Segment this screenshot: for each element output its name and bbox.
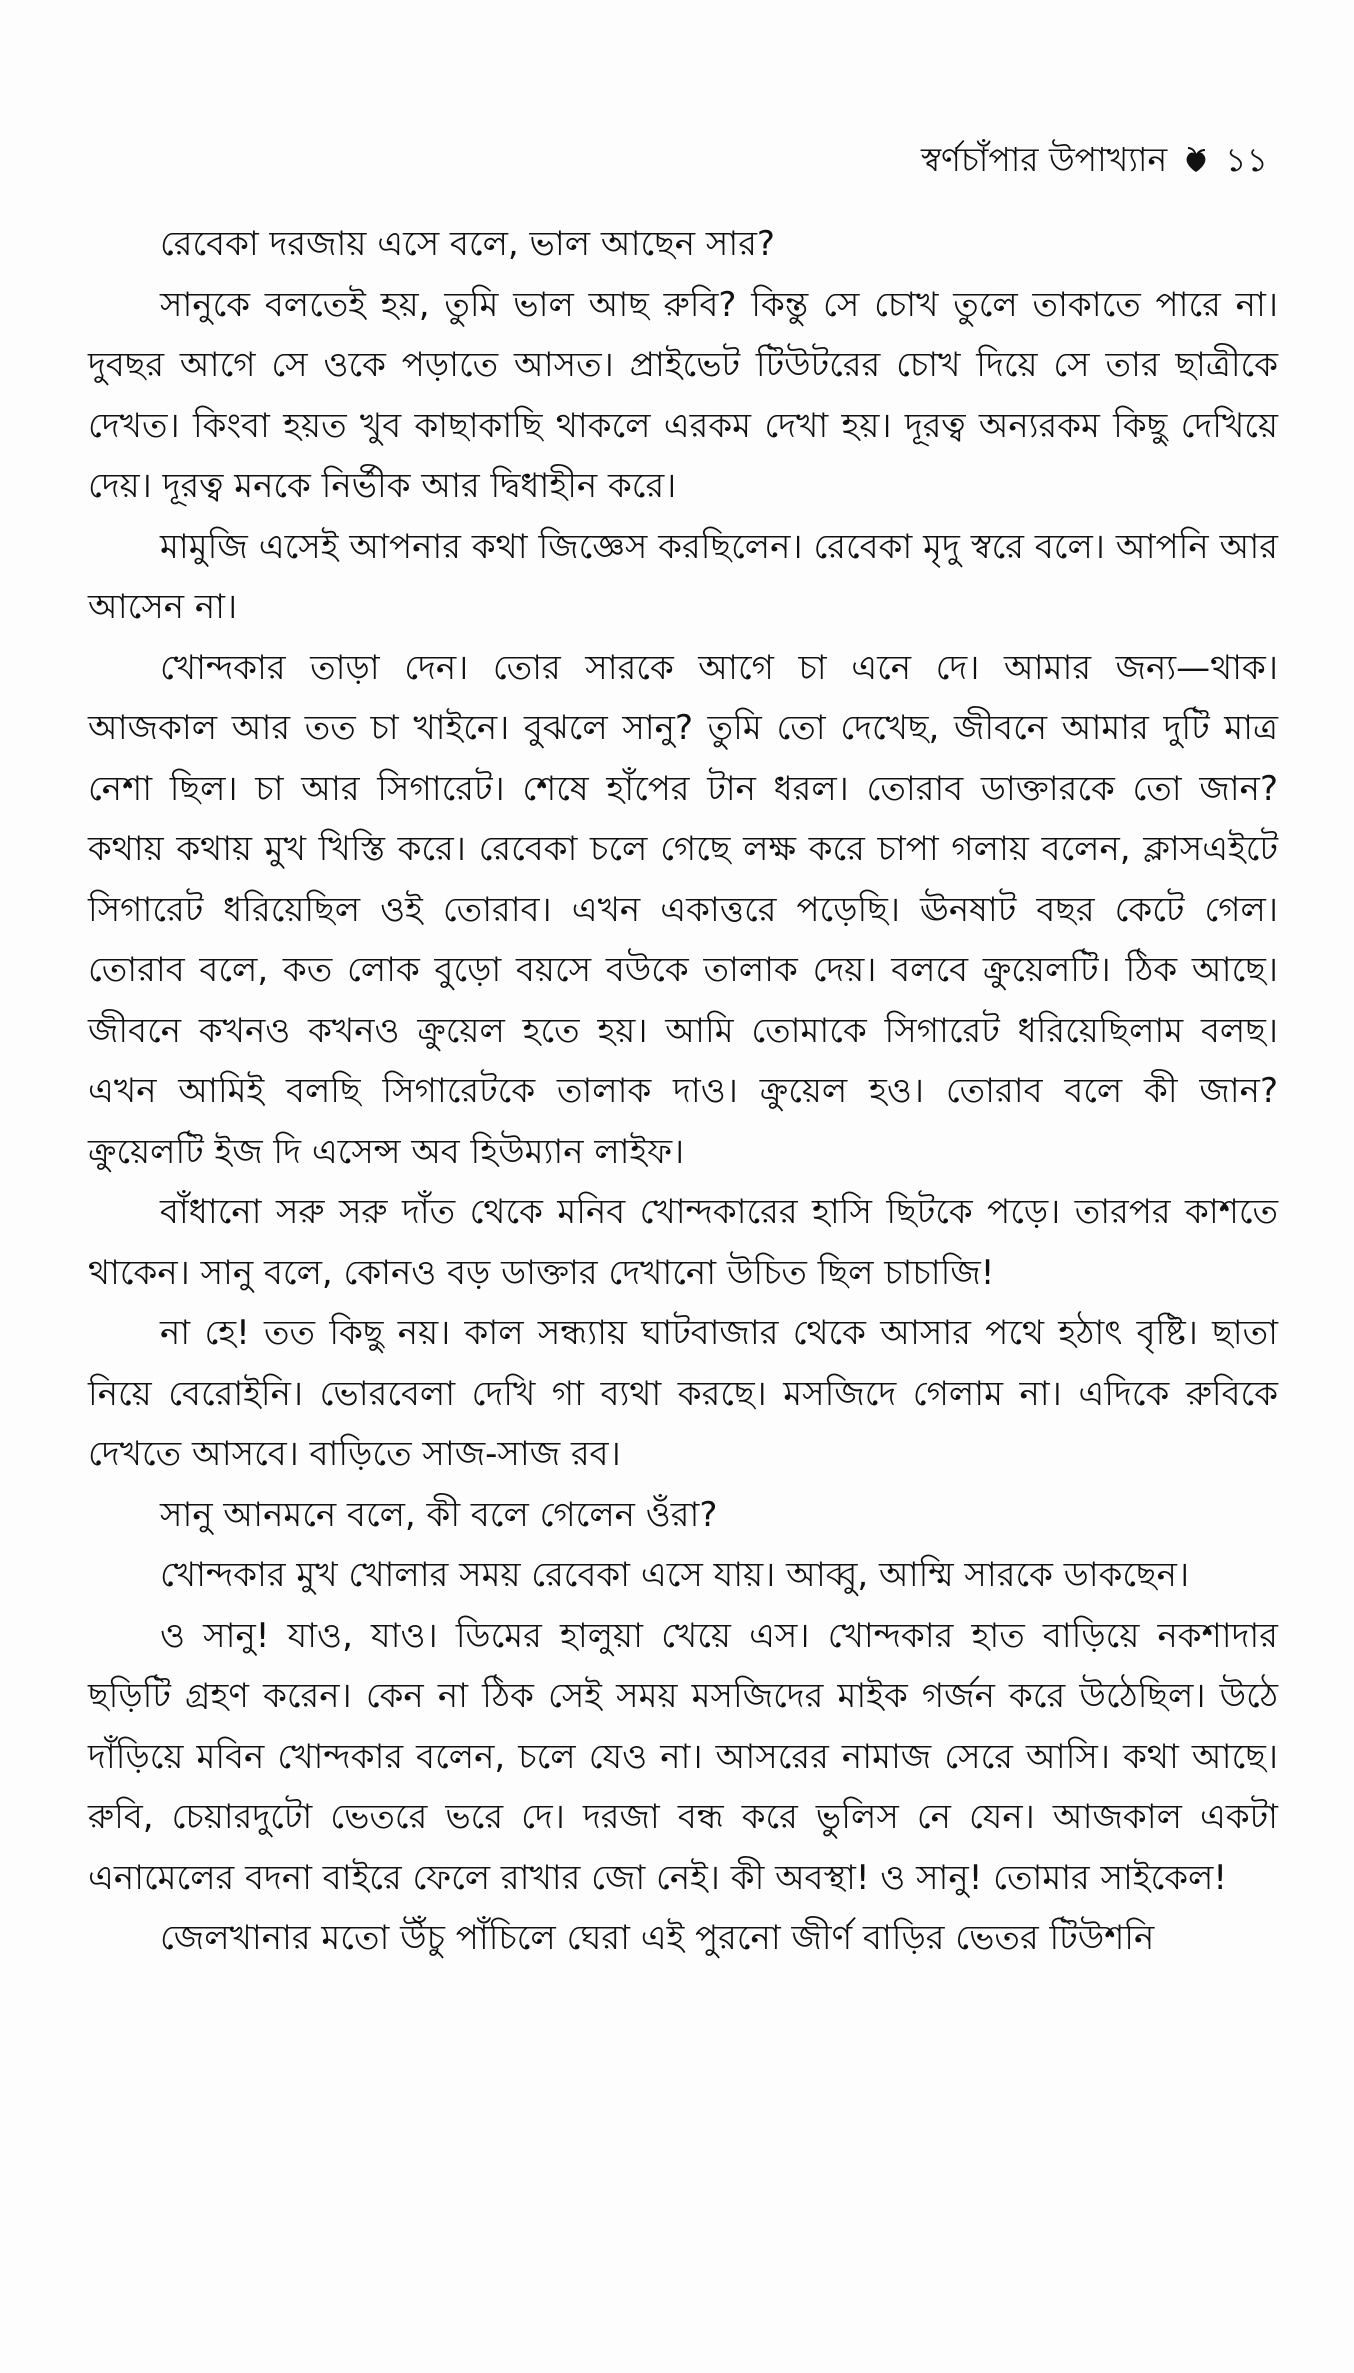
fleuron-icon [1181, 145, 1211, 175]
running-header [921, 140, 1268, 180]
paragraph: না হে! তত কিছু নয়। কাল সন্ধ্যায় ঘাটবাজার থেকে আসার পথে হঠাৎ বৃষ্টি। ছাতা নিয়ে বেরোইনি। ভোরবেলা দেখি গা ব্যথা করছে। মসজিদে গেলাম না। এদিকে রুবিকে দেখতে আসবে। বাড়িতে সাজ-সাজ রব। [88, 1313, 1278, 1474]
paragraph: মামুজি এসেই আপনার কথা জিজ্ঞেস করছিলেন। রেবেকা মৃদু স্বরে বলে। আপনি আর আসেন না। [88, 526, 1278, 627]
paragraph: জেলখানার মতো উঁচু পাঁচিলে ঘেরা এই পুরনো জীর্ণ বাড়ির ভেতর টিউশনি [160, 1918, 1155, 1958]
paragraph: খোন্দকার মুখ খোলার সময় রেবেকা এসে যায়। আব্বু, আম্মি সারকে ডাকছেন। [160, 1555, 1190, 1595]
paragraph: খোন্দকার তাড়া দেন। তোর সারকে আগে চা এনে দে। আমার জন্য—থাক। আজকাল আর তত চা খাইনে। বুঝলে সানু? তুমি তো দেখেছ, জীবনে আমার দুটি মাত্র নেশা ছিল। চা আর সিগারেট। শেষে হাঁপের টান ধরল। তোরাব ডাক্তারকে তো জান? কথায় কথায় মুখ খিস্তি করে। রেবেকা চলে গেছে লক্ষ করে চাপা গলায় বলেন, ক্লাসএইটে সিগারেট ধরিয়েছিল ওই তোরাব। এখন একাত্তরে পড়েছি। ঊনষাট বছর কেটে গেল। তোরাব বলে, কত লোক বুড়ো বয়সে বউকে তালাক দেয়। বলবে ক্রুয়েলটি। ঠিক আছে। জীবনে কখনও কখনও ক্রুয়েল হতে হয়। আমি তোমাকে সিগারেট ধরিয়েছিলাম বলছ। এখন আমিই বলছি সিগারেটকে তালাক দাও। ক্রুয়েল হও। তোরাব বলে কী জান? ক্রুয়েলটি ইজ দি এসেন্স অব হিউম্যান লাইফ। [88, 647, 1278, 1172]
paragraph: সানু আনমনে বলে, কী বলে গেলেন ওঁরা? [160, 1494, 718, 1535]
body-text [88, 214, 1278, 1969]
page-number: ১১ [1225, 140, 1268, 179]
book-title: স্বর্ণচাঁপার উপাখ্যান [920, 140, 1168, 179]
paragraph: রেবেকা দরজায় এসে বলে, ভাল আছেন সার? [160, 224, 775, 264]
paragraph: বাঁধানো সরু সরু দাঁত থেকে মনিব খোন্দকারের হাসি ছিটকে পড়ে। তারপর কাশতে থাকেন। সানু বলে, কোনও বড় ডাক্তার দেখানো উচিত ছিল চাচাজি! [88, 1192, 1278, 1293]
paragraph: সানুকে বলতেই হয়, তুমি ভাল আছ রুবি? কিন্তু সে চোখ তুলে তাকাতে পারে না। দুবছর আগে সে ওকে পড়াতে আসত। প্রাইভেট টিউটরের চোখ দিয়ে সে তার ছাত্রীকে দেখত। কিংবা হয়ত খুব কাছাকাছি থাকলে এরকম দেখা হয়। দূরত্ব অন্যরকম কিছু দেখিয়ে দেয়। দূরত্ব মনকে নির্ভীক আর দ্বিধাহীন করে। [88, 284, 1278, 506]
paragraph: ও সানু! যাও, যাও। ডিমের হালুয়া খেয়ে এস। খোন্দকার হাত বাড়িয়ে নকশাদার ছড়িটি গ্রহণ করেন। কেন না ঠিক সেই সময় মসজিদের মাইক গর্জন করে উঠেছিল। উঠে দাঁড়িয়ে মবিন খোন্দকার বলেন, চলে যেও না। আসরের নামাজ সেরে আসি। কথা আছে। রুবি, চেয়ারদুটো ভেতরে ভরে দে। দরজা বন্ধ করে ভুলিস নে যেন। আজকাল একটা এনামেলের বদনা বাইরে ফেলে রাখার জো নেই। কী অবস্থা! ও সানু! তোমার সাইকেল! [88, 1615, 1278, 1898]
